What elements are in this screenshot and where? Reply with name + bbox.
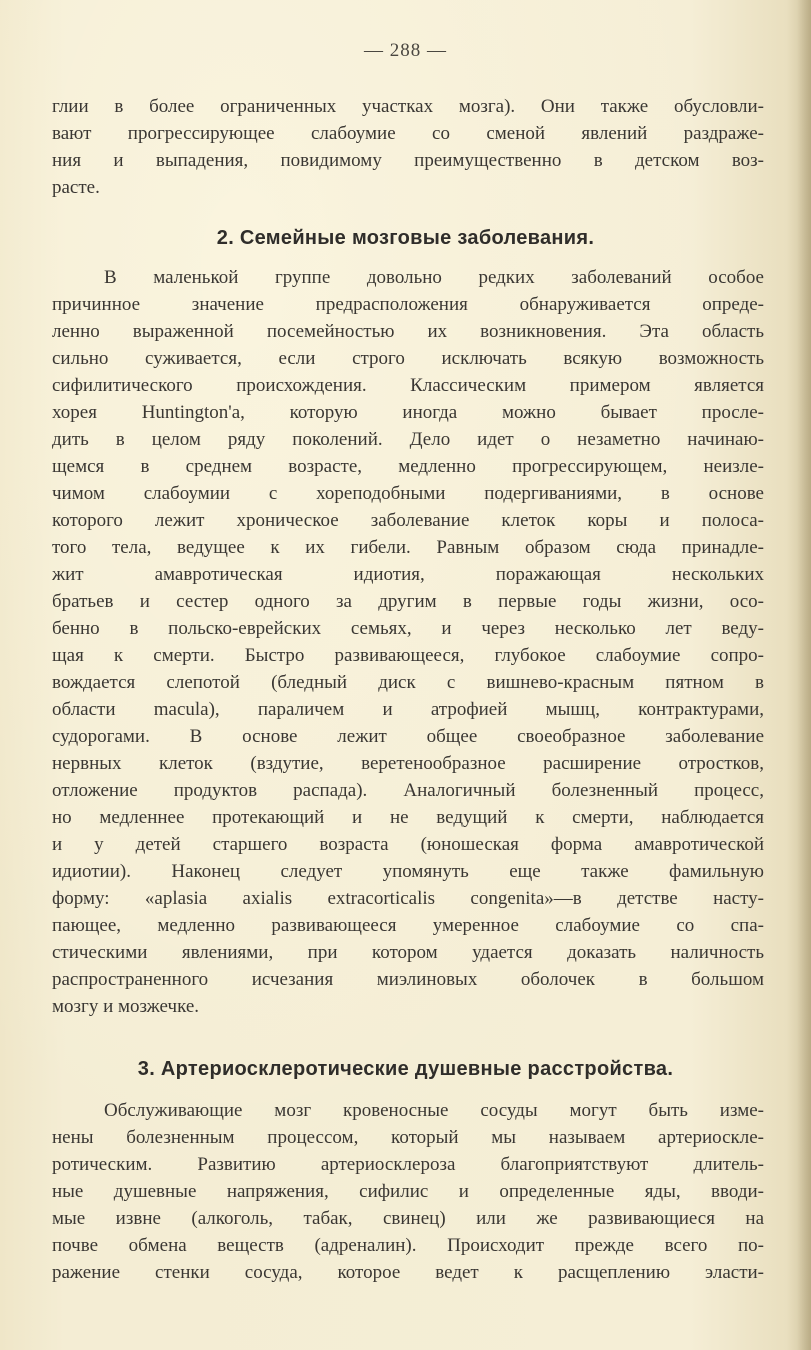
text-line: сильно суживается, если строго исключать всякую возможность bbox=[52, 348, 764, 369]
page-number: — 288 — bbox=[364, 40, 447, 61]
text-line: форму: «aplasia axialis extracorticalis congenita»—в детстве насту- bbox=[52, 888, 764, 909]
text-line: нервных клеток (вздутие, веретенообразное расширение отростков, bbox=[52, 753, 764, 774]
text-line: сифилитического происхождения. Классическим примером является bbox=[52, 375, 764, 396]
text-line: Обслуживающие мозг кровеносные сосуды могут быть изме- bbox=[104, 1100, 764, 1121]
section-2-paragraph bbox=[52, 264, 764, 1020]
text-line: причинное значение предрасположения обнаруживается опреде- bbox=[52, 294, 764, 315]
text-line: чимом слабоумии с хореподобными подергиваниями, в основе bbox=[52, 483, 764, 504]
text-line: щемся в среднем возрасте, медленно прогрессирующем, неизле- bbox=[52, 456, 764, 477]
section-3-paragraph bbox=[52, 1097, 764, 1286]
text-line: мые извне (алкоголь, табак, свинец) или же развивающиеся на bbox=[52, 1208, 764, 1229]
text-line: судорогами. В основе лежит общее своеобразное заболевание bbox=[52, 726, 764, 747]
text-line: которого лежит хроническое заболевание клеток коры и полоса- bbox=[52, 510, 764, 531]
text-line: распространенного исчезания миэлиновых оболочек в большом bbox=[52, 969, 764, 990]
text-line: глии в более ограниченных участках мозга). Они также обусловли- bbox=[52, 96, 764, 117]
text-line: щая к смерти. Быстро развивающееся, глубокое слабоумие сопро- bbox=[52, 645, 764, 666]
page-edge-shadow bbox=[797, 0, 811, 1350]
text-line: но медленнее протекающий и не ведущий к смерти, наблюдается bbox=[52, 807, 764, 828]
text-line: братьев и сестер одного за другим в первые годы жизни, осо- bbox=[52, 591, 764, 612]
text-line: стическими явлениями, при котором удается доказать наличность bbox=[52, 942, 764, 963]
text-line: области macula), параличем и атрофией мышц, контрактурами, bbox=[52, 699, 764, 720]
text-line: хорея Huntington'a, которую иногда можно бывает просле- bbox=[52, 402, 764, 423]
text-line: идиотии). Наконец следует упомянуть еще также фамильную bbox=[52, 861, 764, 882]
text-line: ленно выраженной посемейностью их возникновения. Эта область bbox=[52, 321, 764, 342]
section-heading-3: 3. Артериосклеротические душевные расстройства. bbox=[137, 1058, 674, 1080]
text-line: ражение стенки сосуда, которое ведет к расщеплению эласти- bbox=[52, 1262, 764, 1283]
section-heading-2: 2. Семейные мозговые заболевания. bbox=[216, 227, 595, 249]
text-line: отложение продуктов распада). Аналогичный болезненный процесс, bbox=[52, 780, 764, 801]
text-line: вождается слепотой (бледный диск с вишнево-красным пятном в bbox=[52, 672, 764, 693]
text-line: и у детей старшего возраста (юношеская форма амавротической bbox=[52, 834, 764, 855]
text-line: бенно в польско-еврейских семьях, и через несколько лет веду- bbox=[52, 618, 764, 639]
text-line: дить в целом ряду поколений. Дело идет о незаметно начинаю- bbox=[52, 429, 764, 450]
text-line: почве обмена веществ (адреналин). Происходит прежде всего по- bbox=[52, 1235, 764, 1256]
text-line: ния и выпадения, повидимому преимущественно в детском воз- bbox=[52, 150, 764, 171]
text-line: того тела, ведущее к их гибели. Равным образом сюда принадле- bbox=[52, 537, 764, 558]
intro-paragraph bbox=[52, 93, 764, 201]
text-line: расте. bbox=[52, 177, 100, 198]
text-line: В маленькой группе довольно редких заболеваний особое bbox=[104, 267, 764, 288]
text-line: нены болезненным процессом, который мы называем артериоскле- bbox=[52, 1127, 764, 1148]
text-line: пающее, медленно развивающееся умеренное слабоумие со спа- bbox=[52, 915, 764, 936]
text-line: мозгу и мозжечке. bbox=[52, 996, 200, 1017]
text-line: ные душевные напряжения, сифилис и определенные яды, вводи- bbox=[52, 1181, 764, 1202]
text-line: вают прогрессирующее слабоумие со сменой явлений раздраже- bbox=[52, 123, 764, 144]
text-line: жит амавротическая идиотия, поражающая нескольких bbox=[52, 564, 764, 585]
text-line: ротическим. Развитию артериосклероза благоприятствуют длитель- bbox=[52, 1154, 764, 1175]
